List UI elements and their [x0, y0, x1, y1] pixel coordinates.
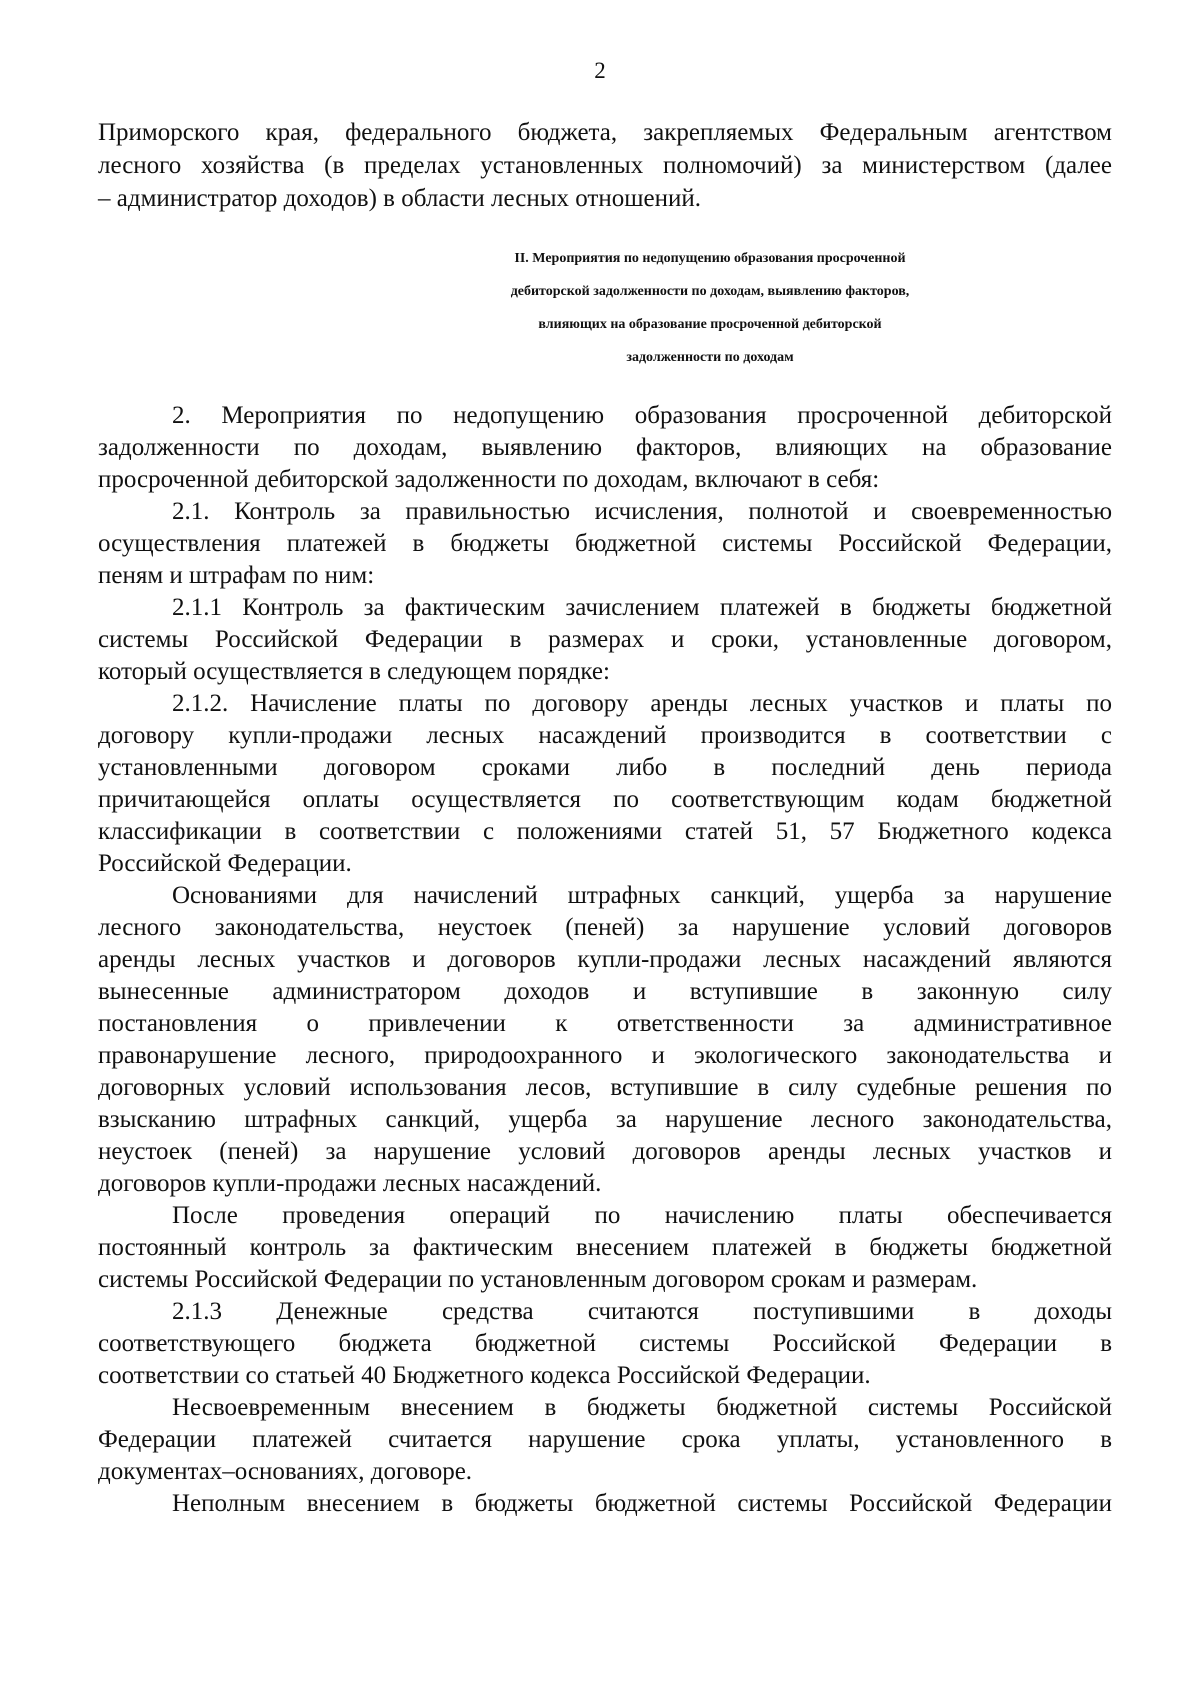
- body-line: Основаниями для начислений штрафных санкций, ущерба за нарушение: [172, 882, 1112, 909]
- intro-line: Приморского края, федерального бюджета, закрепляемых Федеральным агентством: [98, 119, 1112, 146]
- body-line: который осуществляется в следующем порядке:: [98, 658, 610, 685]
- body-line: пеням и штрафам по ним:: [98, 562, 375, 589]
- body-line: лесного законодательства, неустоек (пеней) за нарушение условий договоров: [98, 914, 1112, 941]
- body-line: причитающейся оплаты осуществляется по соответствующим кодам бюджетной: [98, 786, 1112, 813]
- body-line: После проведения операций по начислению платы обеспечивается: [172, 1202, 1112, 1229]
- body-line: постоянный контроль за фактическим внесением платежей в бюджеты бюджетной: [98, 1234, 1112, 1261]
- body-line: 2. Мероприятия по недопущению образования просроченной дебиторской: [172, 402, 1112, 429]
- body-line: Федерации платежей считается нарушение срока уплаты, установленного в: [98, 1426, 1112, 1453]
- heading-line: дебиторской задолженности по доходам, выявлению факторов,: [510, 284, 910, 299]
- body-line: аренды лесных участков и договоров купли-продажи лесных насаждений являются: [98, 946, 1112, 973]
- body-line: осуществления платежей в бюджеты бюджетной системы Российской Федерации,: [98, 530, 1112, 557]
- body-line: договорных условий использования лесов, вступившие в силу судебные решения по: [98, 1074, 1112, 1101]
- body-line: 2.1.3 Денежные средства считаются поступившими в доходы: [172, 1298, 1112, 1325]
- body-line: установленными договором сроками либо в последний день периода: [98, 754, 1112, 781]
- body-line: правонарушение лесного, природоохранного и экологического законодательства и: [98, 1042, 1112, 1069]
- body-line: документах–основаниях, договоре.: [98, 1458, 473, 1485]
- body-line: договоров купли-продажи лесных насаждений.: [98, 1170, 602, 1197]
- body-line: соответствии со статьей 40 Бюджетного кодекса Российской Федерации.: [98, 1362, 871, 1389]
- body-line: системы Российской Федерации по установленным договором срокам и размерам.: [98, 1266, 978, 1293]
- body-line: неустоек (пеней) за нарушение условий договоров аренды лесных участков и: [98, 1138, 1112, 1165]
- page-number: 2: [594, 58, 606, 83]
- heading-line: II. Мероприятия по недопущению образования просроченной: [514, 251, 906, 266]
- intro-line: – администратор доходов) в области лесных отношений.: [98, 185, 701, 212]
- heading-line: влияющих на образование просроченной дебиторской: [538, 317, 882, 332]
- body-line: просроченной дебиторской задолженности по доходам, включают в себя:: [98, 466, 880, 493]
- intro-line: лесного хозяйства (в пределах установленных полномочий) за министерством (далее: [98, 152, 1112, 179]
- body-line: 2.1. Контроль за правильностью исчисления, полнотой и своевременностью: [172, 498, 1112, 525]
- body-line: 2.1.2. Начисление платы по договору аренды лесных участков и платы по: [172, 690, 1112, 717]
- body-line: классификации в соответствии с положениями статей 51, 57 Бюджетного кодекса: [98, 818, 1112, 845]
- body-line: 2.1.1 Контроль за фактическим зачислением платежей в бюджеты бюджетной: [172, 594, 1112, 621]
- body-line: взысканию штрафных санкций, ущерба за нарушение лесного законодательства,: [98, 1106, 1112, 1133]
- body-line: постановления о привлечении к ответственности за административное: [98, 1010, 1112, 1037]
- body-line: Неполным внесением в бюджеты бюджетной системы Российской Федерации: [172, 1490, 1112, 1517]
- body-line: Российской Федерации.: [98, 850, 352, 877]
- body-line: договору купли-продажи лесных насаждений производится в соответствии с: [98, 722, 1112, 749]
- body-line: соответствующего бюджета бюджетной системы Российской Федерации в: [98, 1330, 1112, 1357]
- body-line: Несвоевременным внесением в бюджеты бюджетной системы Российской: [172, 1394, 1112, 1421]
- heading-line: задолженности по доходам: [626, 350, 794, 365]
- body-line: вынесенные администратором доходов и вступившие в законную силу: [98, 978, 1112, 1005]
- body-line: задолженности по доходам, выявлению факторов, влияющих на образование: [98, 434, 1112, 461]
- body-line: системы Российской Федерации в размерах и сроки, установленные договором,: [98, 626, 1112, 653]
